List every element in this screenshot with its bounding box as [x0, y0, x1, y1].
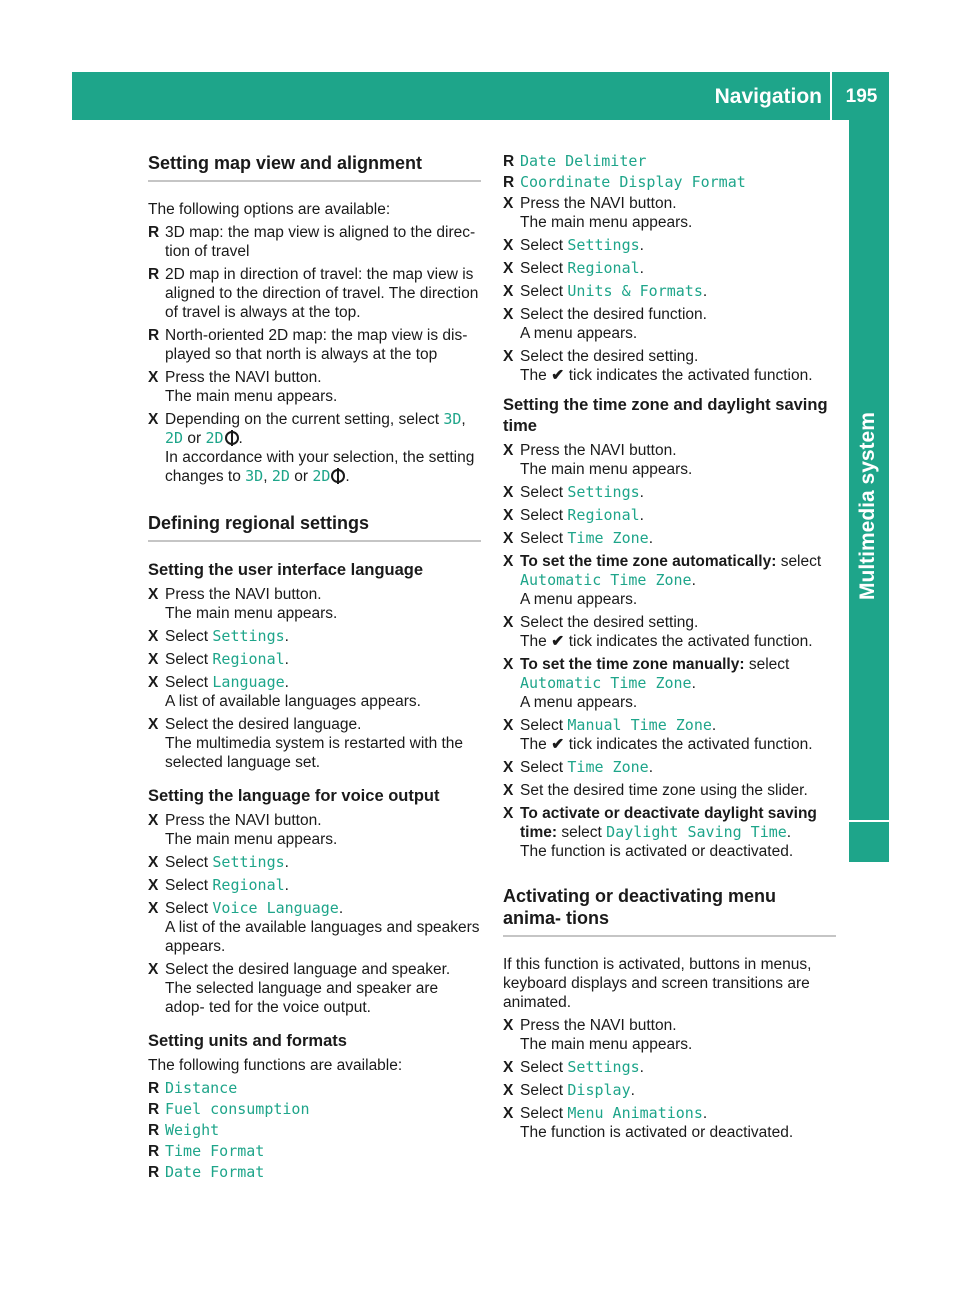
- step-item: X Press the NAVI button. The main menu appears.: [148, 369, 338, 405]
- step-item: X Select Menu Animations. The function is activated or deactivated.: [503, 1104, 794, 1141]
- step-item: X Select Time Zone.: [503, 529, 653, 547]
- option-2d: 2D: [271, 467, 290, 485]
- right-column: [503, 152, 836, 1146]
- step-marker: X: [503, 1059, 514, 1076]
- bullet-marker: R: [148, 327, 160, 344]
- side-chapter-label: Multimedia system: [856, 412, 879, 600]
- paragraph: If this function is activated, buttons in menus, keyboard displays and screen transitions are animated.: [503, 956, 812, 1011]
- checkmark-icon: ✔: [551, 367, 565, 384]
- step-marker: X: [503, 484, 514, 501]
- bullet-marker: R: [148, 1101, 160, 1118]
- option-2d-north: 2D: [205, 429, 224, 447]
- bullet-marker: R: [148, 1122, 160, 1139]
- step-item: X Press the NAVI button. The main menu appears.: [503, 1017, 693, 1053]
- north-compass-icon: [225, 431, 239, 445]
- menu-settings: Settings: [212, 627, 285, 645]
- step-marker: X: [503, 614, 514, 631]
- step-marker: X: [503, 195, 514, 212]
- option-3d: 3D: [245, 467, 264, 485]
- menu-display: Display: [567, 1081, 631, 1099]
- step-marker: X: [503, 1105, 514, 1122]
- step-item: X Select Language. A list of available languages appears.: [148, 673, 421, 710]
- menu-settings: Settings: [567, 1058, 640, 1076]
- step-marker: X: [503, 656, 514, 673]
- step-marker: X: [148, 674, 159, 691]
- menu-time-zone: Time Zone: [567, 529, 649, 547]
- step-item: X Select Regional.: [503, 506, 644, 524]
- bullet-marker: R: [148, 1143, 160, 1160]
- bullet-marker: R: [503, 174, 515, 191]
- step-marker: X: [503, 530, 514, 547]
- menu-settings: Settings: [567, 236, 640, 254]
- bullet-marker: R: [503, 153, 515, 170]
- step-marker: X: [148, 961, 159, 978]
- step-item: X Depending on the current setting, select 3D, 2D or 2D . In accordance with your selection, the setting changes to 3D, 2D or 2D .: [148, 410, 475, 485]
- step-marker: X: [148, 411, 159, 428]
- chapter-marker: [849, 822, 889, 862]
- list-item: R Coordinate Display Format: [503, 173, 746, 191]
- step-marker: X: [503, 717, 514, 734]
- step-item: X To activate or deactivate daylight saving time: select Daylight Saving Time. The function is activated or deactivated.: [503, 805, 817, 860]
- option-3d: 3D: [443, 410, 462, 428]
- step-item: X Select Display.: [503, 1081, 635, 1099]
- step-marker: X: [503, 553, 514, 570]
- step-item: X Select Regional.: [148, 876, 289, 894]
- step-marker: X: [503, 782, 514, 799]
- step-marker: X: [148, 628, 159, 645]
- step-marker: X: [503, 306, 514, 323]
- step-item: X Select Settings.: [503, 236, 644, 254]
- step-item: X Select Settings.: [148, 627, 289, 645]
- menu-automatic-time-zone: Automatic Time Zone: [520, 571, 692, 589]
- checkmark-icon: ✔: [551, 736, 565, 753]
- menu-units-formats: Units & Formats: [567, 282, 703, 300]
- option-2d-north: 2D: [312, 467, 331, 485]
- step-item: X Select the desired language. The multimedia system is restarted with the selected language set.: [148, 716, 464, 771]
- left-column: [148, 152, 481, 1184]
- step-item: X Press the NAVI button. The main menu appears.: [503, 442, 693, 478]
- heading-time-zone: Setting the time zone and daylight saving time: [503, 396, 828, 435]
- step-marker: X: [503, 507, 514, 524]
- step-marker: X: [503, 1082, 514, 1099]
- list-item: R Date Format: [148, 1163, 265, 1181]
- list-item: R North-oriented 2D map: the map view is dis- played so that north is always at the top: [148, 327, 468, 363]
- step-marker: X: [503, 283, 514, 300]
- heading-map-view: Setting map view and alignment: [148, 152, 481, 182]
- list-item: R Weight: [148, 1121, 220, 1139]
- page-number: 195: [845, 86, 878, 107]
- heading-regional: Defining regional settings: [148, 512, 481, 542]
- step-item: X Select Settings.: [148, 853, 289, 871]
- list-item: R 2D map in direction of travel: the map view is aligned to the direction of travel. The direction of travel is always at the top.: [148, 266, 479, 321]
- step-marker: X: [503, 348, 514, 365]
- list-item: R Date Delimiter: [503, 152, 647, 170]
- menu-time-zone: Time Zone: [567, 758, 649, 776]
- step-marker: X: [148, 651, 159, 668]
- menu-language: Language: [212, 673, 285, 691]
- step-item: X Select Settings.: [503, 1058, 644, 1076]
- step-item: X Press the NAVI button. The main menu appears.: [503, 195, 693, 231]
- menu-manual-time-zone: Manual Time Zone: [567, 716, 712, 734]
- menu-automatic-time-zone: Automatic Time Zone: [520, 674, 692, 692]
- step-marker: X: [503, 805, 514, 822]
- step-item: X Select the desired language and speaker. The selected language and speaker are adop- ted for the voice output.: [148, 961, 451, 1016]
- step-item: X Select Settings.: [503, 483, 644, 501]
- menu-voice-language: Voice Language: [212, 899, 339, 917]
- step-item: X Select Time Zone.: [503, 758, 653, 776]
- menu-daylight-saving-time: Daylight Saving Time: [606, 823, 787, 841]
- menu-regional: Regional: [567, 506, 640, 524]
- step-marker: X: [148, 812, 159, 829]
- step-marker: X: [503, 442, 514, 459]
- step-item: X Set the desired time zone using the slider.: [503, 782, 808, 799]
- menu-regional: Regional: [212, 876, 285, 894]
- step-marker: X: [503, 1017, 514, 1034]
- menu-regional: Regional: [212, 650, 285, 668]
- bullet-marker: R: [148, 224, 160, 241]
- option-2d: 2D: [165, 429, 184, 447]
- header-divider: [830, 72, 832, 120]
- step-marker: X: [503, 260, 514, 277]
- bullet-marker: R: [148, 1164, 160, 1181]
- step-item: X Select the desired setting. The ✔ tick indicates the activated function.: [503, 614, 813, 650]
- menu-regional: Regional: [567, 259, 640, 277]
- step-marker: X: [148, 369, 159, 386]
- menu-menu-animations: Menu Animations: [567, 1104, 703, 1122]
- step-marker: X: [148, 854, 159, 871]
- step-item: X Select Regional.: [503, 259, 644, 277]
- heading-units-formats: Setting units and formats: [148, 1032, 347, 1050]
- step-marker: X: [503, 237, 514, 254]
- list-item: R Time Format: [148, 1142, 265, 1160]
- step-marker: X: [148, 586, 159, 603]
- paragraph: The following functions are available:: [148, 1057, 403, 1074]
- paragraph: The following options are available:: [148, 201, 391, 218]
- list-item: R Fuel consumption: [148, 1100, 310, 1118]
- step-item: X To set the time zone manually: select Automatic Time Zone. A menu appears.: [503, 656, 790, 711]
- step-marker: X: [148, 877, 159, 894]
- step-item: X To set the time zone automatically: select Automatic Time Zone. A menu appears.: [503, 553, 822, 608]
- checkmark-icon: ✔: [551, 633, 565, 650]
- step-marker: X: [503, 759, 514, 776]
- menu-settings: Settings: [567, 483, 640, 501]
- step-item: X Select Regional.: [148, 650, 289, 668]
- north-compass-icon: [331, 469, 345, 483]
- bullet-marker: R: [148, 266, 160, 283]
- step-item: X Select Voice Language. A list of the available languages and speakers appears.: [148, 899, 480, 955]
- heading-ui-language: Setting the user interface language: [148, 561, 424, 579]
- heading-menu-animations: Activating or deactivating menu anima- tions: [503, 885, 836, 937]
- step-item: X Select Manual Time Zone. The ✔ tick indicates the activated function.: [503, 716, 813, 753]
- step-item: X Select the desired setting. The ✔ tick indicates the activated function.: [503, 348, 813, 384]
- step-marker: X: [148, 900, 159, 917]
- bullet-marker: R: [148, 1080, 160, 1097]
- heading-voice-language: Setting the language for voice output: [148, 787, 440, 805]
- step-marker: X: [148, 716, 159, 733]
- list-item: R Distance: [148, 1079, 238, 1097]
- step-item: X Select Units & Formats.: [503, 282, 708, 300]
- menu-settings: Settings: [212, 853, 285, 871]
- step-item: X Select the desired function. A menu appears.: [503, 306, 707, 342]
- section-title: Navigation: [714, 85, 822, 108]
- step-item: X Press the NAVI button. The main menu appears.: [148, 586, 338, 622]
- step-item: X Press the NAVI button. The main menu appears.: [148, 812, 338, 848]
- list-item: R 3D map: the map view is aligned to the direc- tion of travel: [148, 224, 476, 260]
